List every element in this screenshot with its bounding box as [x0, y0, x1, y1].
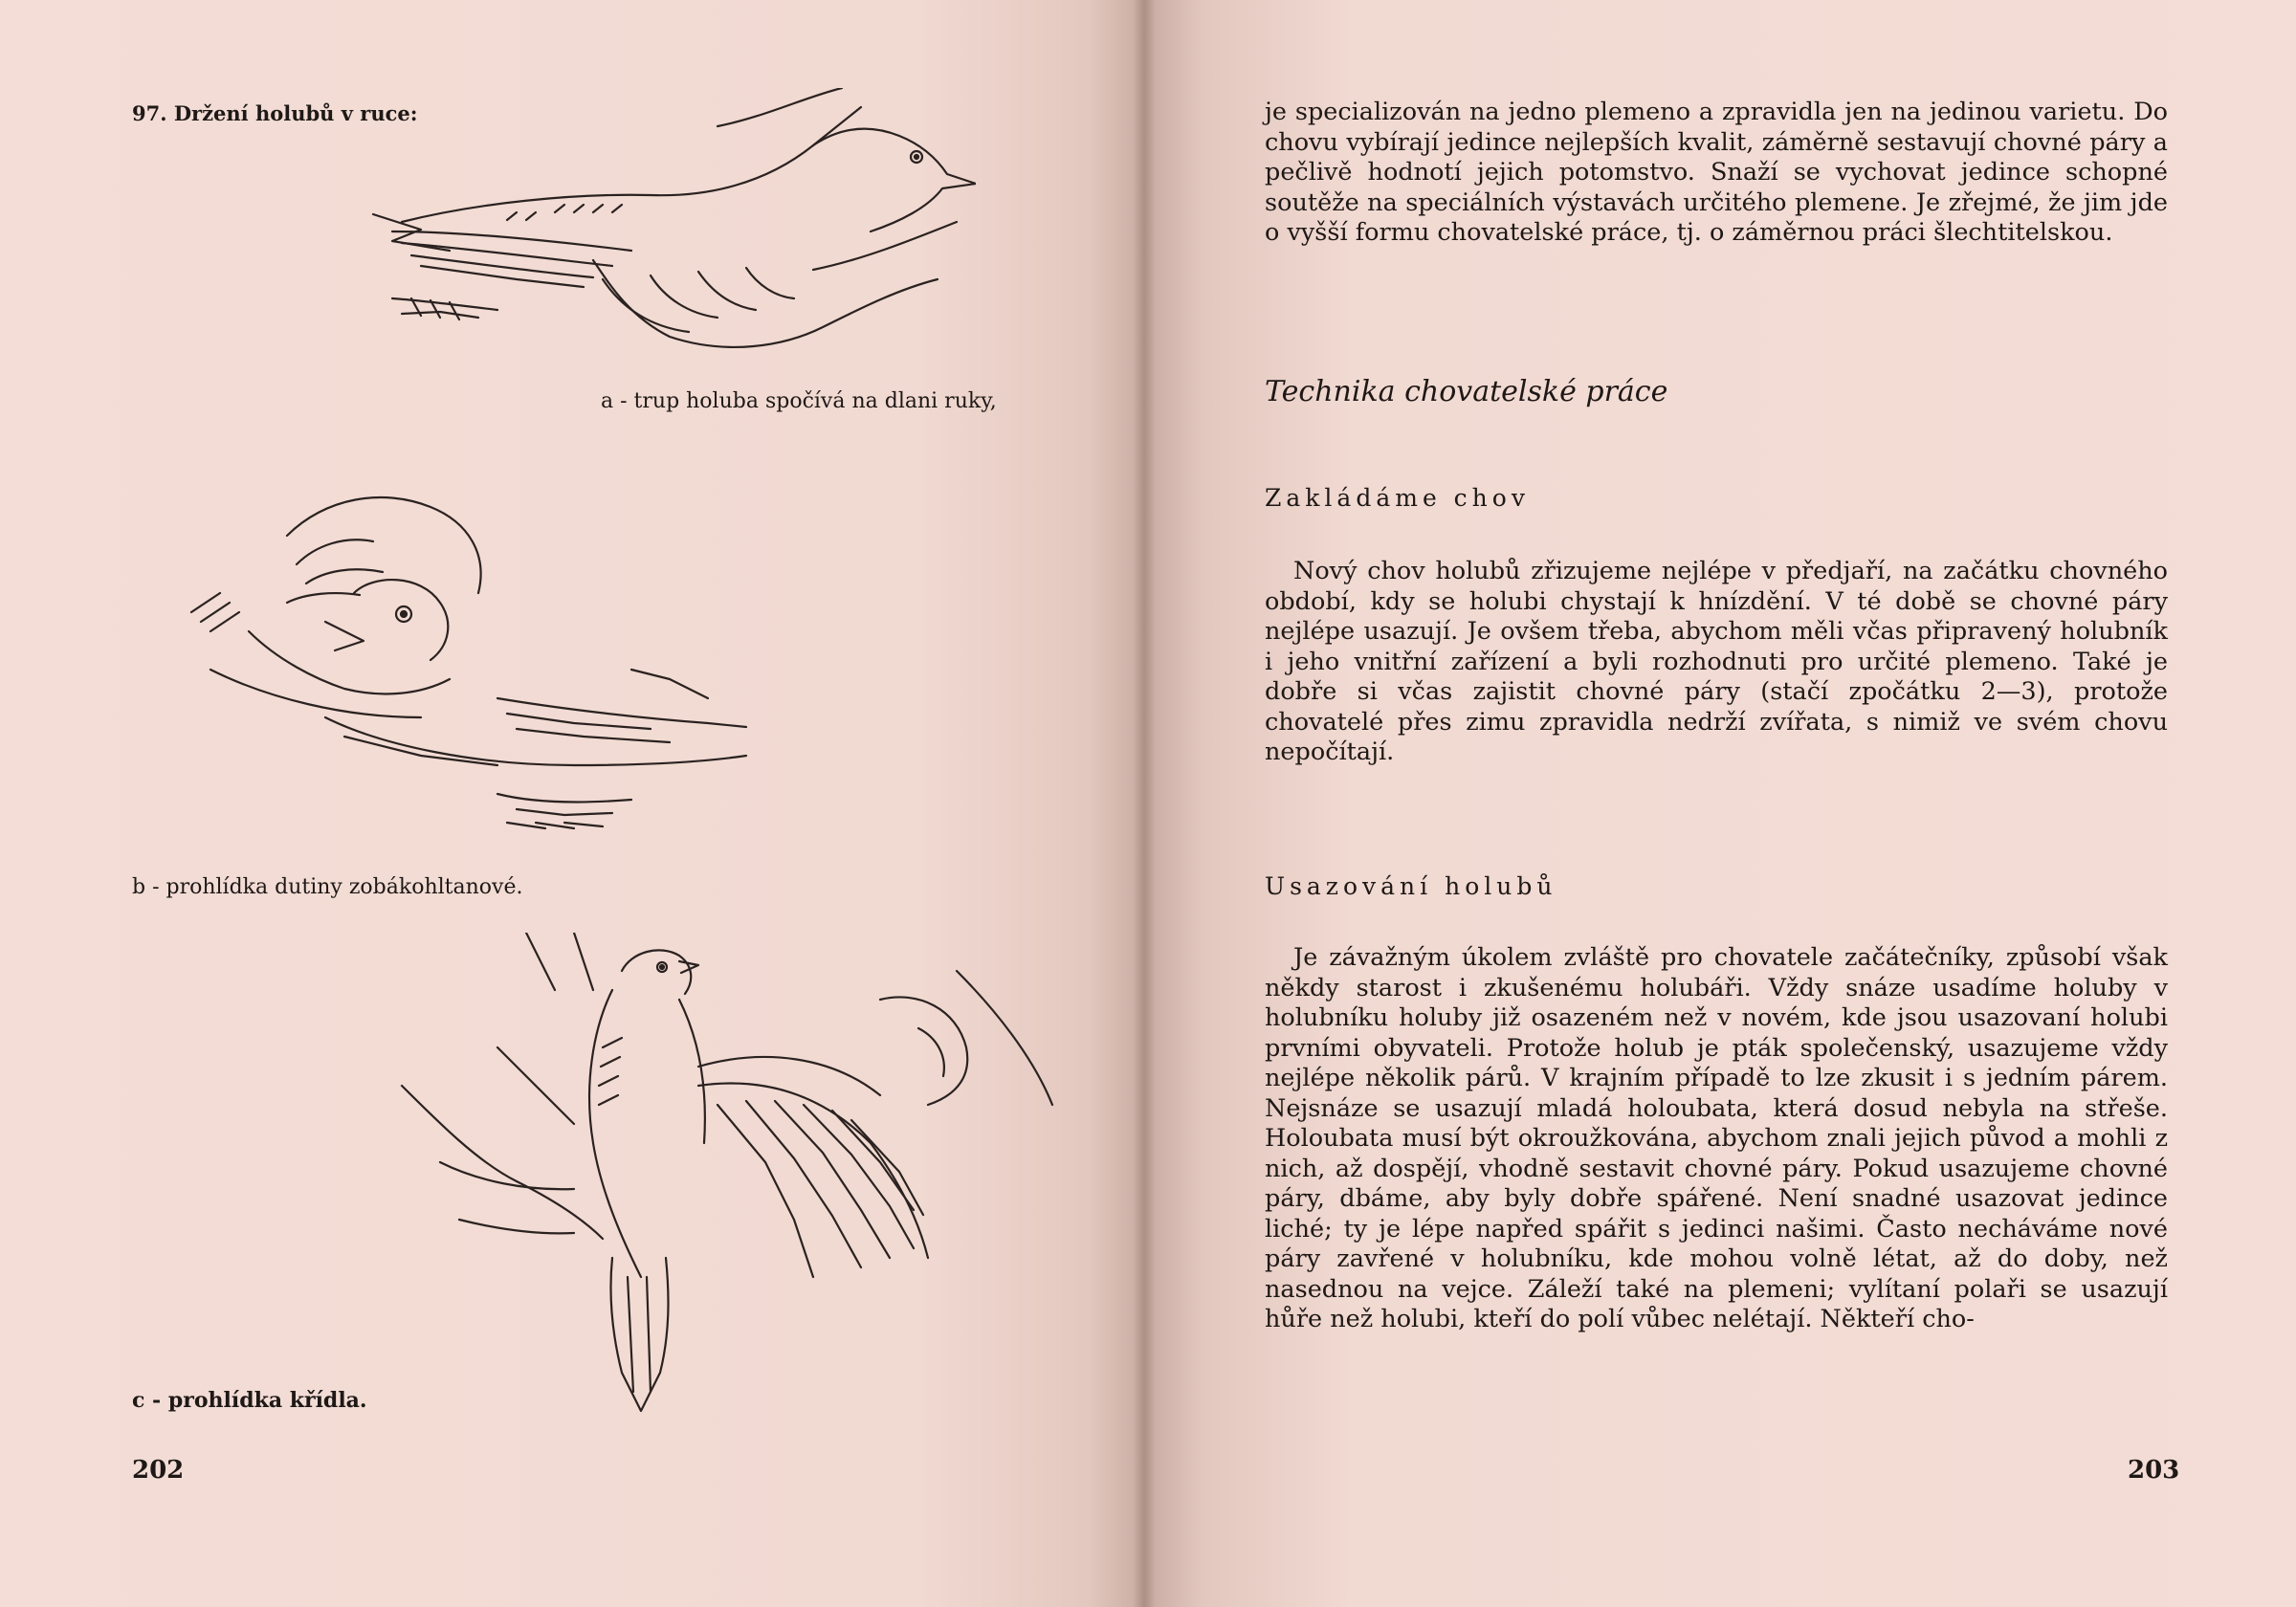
illustration-wing-examination [383, 933, 1062, 1430]
left-page [0, 0, 1144, 1607]
illustration-pigeon-on-palm [364, 88, 976, 375]
illustration-mouth-examination [134, 478, 842, 861]
book-gutter [1133, 0, 1156, 1607]
caption-b: b - prohlídka dutiny zobákohltanové. [132, 875, 523, 899]
paragraph-settling: Je závažným úkolem zvláště pro chovatele začátečníky, způsobí však někdy starost i zkušenému holubáři. Vždy snáze usadíme holuby v holubníku holuby již osazeném než v novém, kde jsou usazovaní holubi prvními obyvateli. Protože holub je pták společenský, usazujeme vždy nejlépe několik párů. V krajním případě to lze zkusit i s jedním párem. Nejsnáze se usazují mladá holoubata, která dosud nebyla na střeše. Holoubata musí být okroužkována, abychom znali jejich původ a mohli z nich, až dospějí, vhodně sestavit chovné páry. Pokud usazujeme chovné páry, dbáme, aby byly dobře spářené. Není snadné usazovat jedince liché; ty je lépe napřed spářit s jedinci našimi. Často necháváme nové páry zavřené v holubníku, kde mohou volně létat, až do doby, než nasednou na vejce. Záleží také na plemeni; vylítaní polaři se usazují hůře než holubi, kteří do polí vůbec nelétají. Někteří cho- [1265, 943, 2168, 1333]
subsection-title-founding: Zakládáme chov [1265, 484, 1530, 512]
paragraph-founding: Nový chov holubů zřizujeme nejlépe v předjaří, na začátku chovného období, kdy se holubi chystají k hnízdění. V té době se chovné páry nejlépe usazují. Je ovšem třeba, abychom měli včas připravený holubník i jeho vnitřní zařízení a byli rozhodnuti pro určité plemeno. Také je dobře si včas zajistit chovné páry (stačí zpočátku 2—3), protože chovatelé přes zimu zpravidla nedrží zvířata, s nimiž ve svém chovu nepočítají. [1265, 557, 2168, 766]
subsection-title-settling: Usazování holubů [1265, 872, 1557, 900]
paragraph-intro: je specializován na jedno plemeno a zpravidla jen na jedinou varietu. Do chovu vybírají jedince nejlepších kvalit, záměrně sestavují chovné páry a pečlivě hodnotí jejich potomstvo. Snaží se vychovat jedince schopné soutěže na speciálních výstavách určitého plemene. Je zřejmé, že jim jde o vyšší formu chovatelské práce, tj. o záměrnou práci šlechtitelskou. [1265, 98, 2168, 247]
page-number-left: 202 [132, 1456, 185, 1485]
caption-a: a - trup holuba spočívá na dlani ruky, [601, 389, 997, 413]
page-number-right: 203 [2128, 1456, 2180, 1485]
section-title: Technika chovatelské práce [1265, 375, 1668, 408]
caption-c: c - prohlídka křídla. [132, 1388, 367, 1413]
figure-title: 97. Držení holubů v ruce: [132, 101, 418, 125]
